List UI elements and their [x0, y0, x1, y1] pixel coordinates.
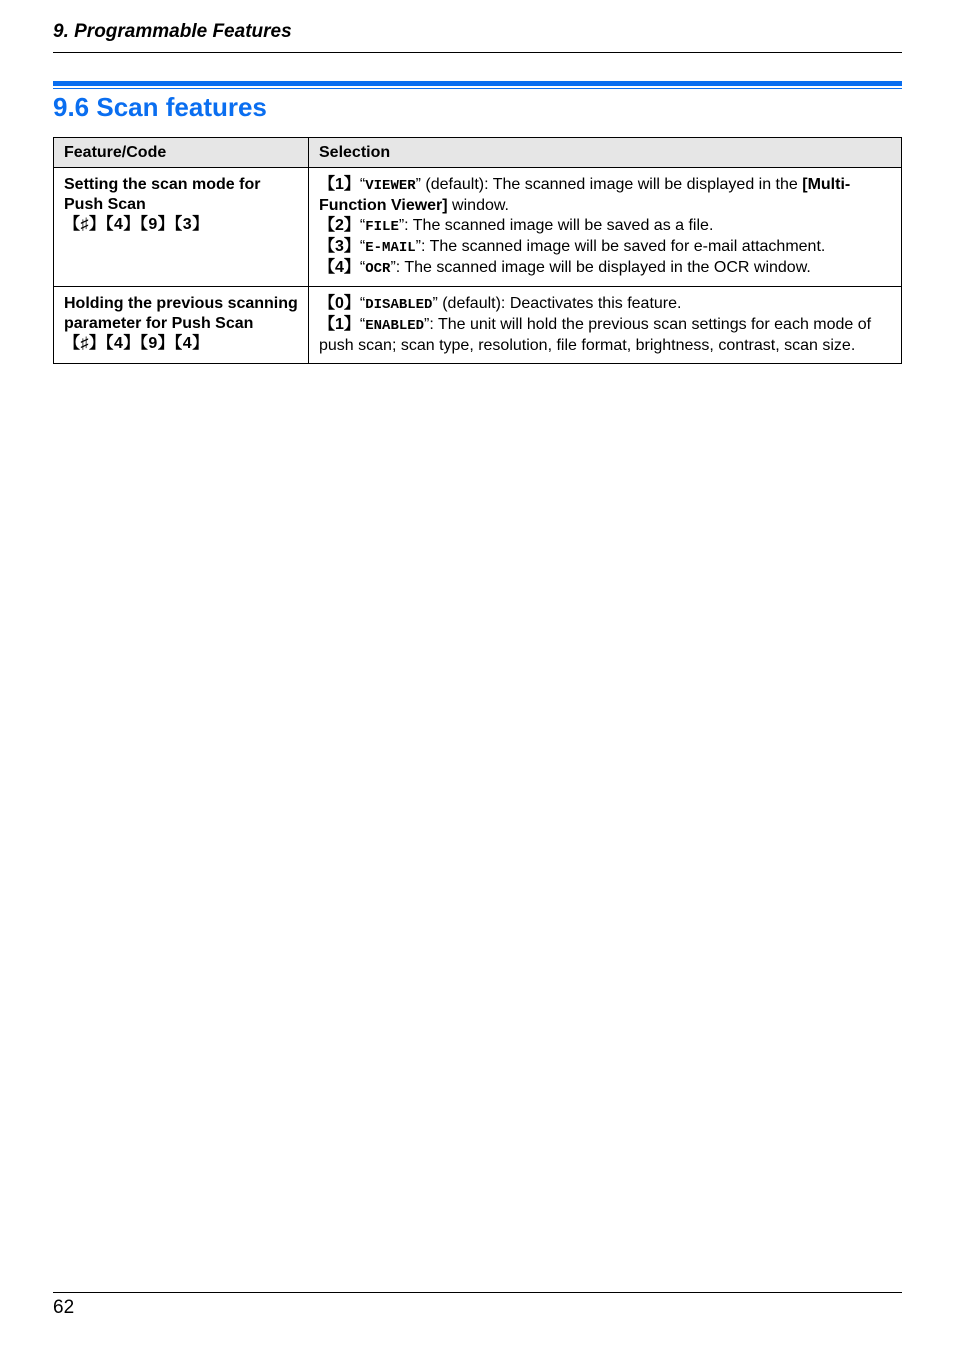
option-text: (default): The scanned image will be displayed in the	[420, 176, 803, 193]
column-header-feature: Feature/Code	[54, 138, 309, 168]
selection-option	[319, 216, 891, 237]
option-text: : The scanned image will be saved for e-mail attachment.	[420, 238, 826, 255]
selection-cell	[309, 168, 902, 287]
option-key: 【2】	[319, 217, 360, 234]
quote-open: “	[359, 259, 366, 276]
column-header-selection: Selection	[309, 138, 902, 168]
option-value: DISABLED	[365, 297, 433, 313]
selection-option	[319, 294, 891, 315]
feature-name: Holding the previous scanning parameter for Push Scan	[64, 295, 298, 332]
feature-name: Setting the scan mode for Push Scan	[64, 176, 261, 213]
quote-open: “	[359, 176, 366, 193]
section-title: 9.6 Scan features	[53, 92, 267, 122]
feature-cell	[54, 287, 309, 364]
selection-option	[319, 237, 891, 258]
feature-code: 【♯】【4】【9】【3】	[64, 216, 209, 233]
quote-close: ”	[390, 259, 396, 276]
selection-cell	[309, 287, 902, 364]
feature-table	[53, 137, 902, 364]
option-key: 【1】	[319, 316, 360, 333]
quote-close: ”	[432, 295, 438, 312]
option-key: 【3】	[319, 238, 360, 255]
section-bar	[53, 81, 902, 86]
option-key: 【0】	[319, 295, 360, 312]
quote-close: ”	[398, 217, 405, 234]
option-text: (default): Deactivates this feature.	[437, 295, 682, 312]
selection-option	[319, 315, 891, 356]
option-text-after: window.	[447, 197, 509, 214]
option-value: ENABLED	[365, 318, 425, 334]
option-bold-ref: [Multi-Function Viewer]	[319, 176, 851, 214]
quote-close: ”	[415, 238, 421, 255]
feature-cell	[54, 168, 309, 287]
table-header-row	[54, 138, 902, 168]
table-row	[54, 287, 902, 364]
quote-close: ”	[424, 316, 430, 333]
header-rule	[53, 52, 902, 53]
option-key: 【4】	[319, 259, 360, 276]
option-value: VIEWER	[365, 178, 416, 194]
page-number: 62	[53, 1297, 75, 1318]
selection-option	[319, 258, 891, 279]
quote-open: “	[359, 295, 366, 312]
quote-open: “	[359, 217, 366, 234]
option-key: 【1】	[319, 176, 360, 193]
option-text: : The scanned image will be saved as a file.	[404, 217, 714, 234]
footer-rule	[53, 1292, 902, 1293]
feature-code: 【♯】【4】【9】【4】	[64, 335, 209, 352]
table-row	[54, 168, 902, 287]
running-header: 9. Programmable Features	[53, 21, 292, 42]
selection-option	[319, 175, 891, 216]
section-bar-thin	[53, 88, 902, 89]
option-text: : The unit will hold the previous scan settings for each mode of push scan; scan type, resolution, file format, brightness, contrast, scan size.	[319, 316, 872, 354]
quote-open: “	[359, 316, 366, 333]
option-text: : The scanned image will be displayed in the OCR window.	[395, 259, 811, 276]
option-value: FILE	[365, 219, 399, 235]
option-value: OCR	[365, 261, 391, 277]
option-value: E-MAIL	[365, 240, 416, 256]
quote-open: “	[359, 238, 366, 255]
quote-close: ”	[415, 176, 421, 193]
